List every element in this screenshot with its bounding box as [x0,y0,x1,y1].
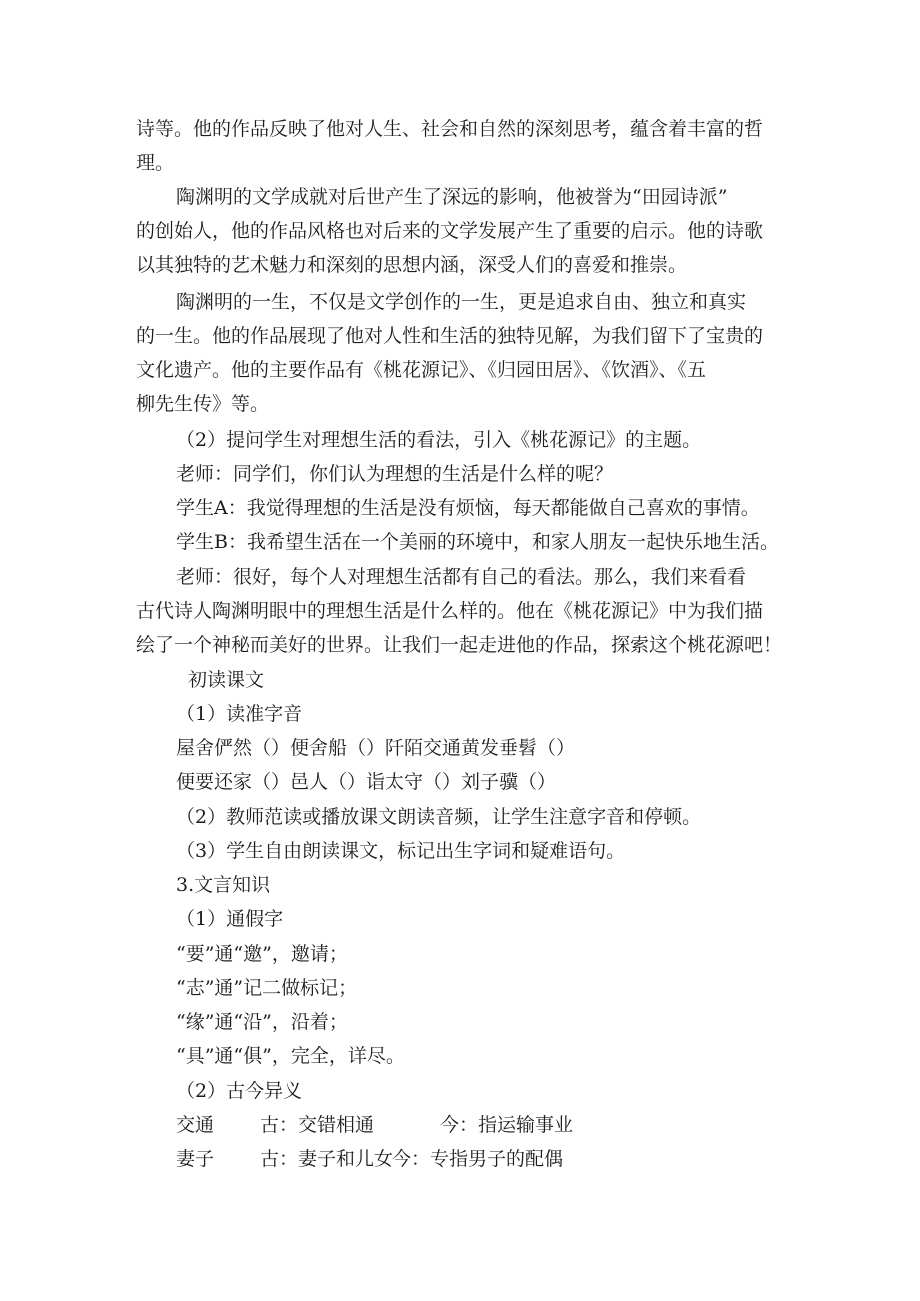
yiyi-modern: 今：指运输事业 [440,1114,574,1136]
section-heading: 3.文言知识 [176,874,271,896]
intro-line: 理。 [136,152,175,174]
pronunciation-line: 便要还家（）邑人（）诣太守（）刘子骥（） [176,771,557,793]
step-1-heading: （1）读准字音 [176,703,303,725]
yiyi-word: 妻子 [176,1148,215,1170]
intro-line: 诗等。他的作品反映了他对人生、社会和自然的深刻思考，蕴含着丰富的哲 [136,118,764,140]
influence-line: 的创始人，他的作品风格也对后来的文学发展产生了重要的启示。他的诗歌 [136,220,764,242]
section-heading: 初读课文 [188,669,265,691]
influence-line: 以其独特的艺术魅力和深刻的思想内涵，深受人们的喜爱和推崇。 [136,254,688,276]
sub-heading: （1）通假字 [176,908,284,930]
yiyi-modern: 今：专指男子的配偶 [392,1148,564,1170]
sub-heading: （2）古今异义 [176,1080,303,1102]
teacher-reply-line: 绘了一个神秘而美好的世界。让我们一起走进他的作品，探索这个桃花源吧！ [136,634,783,656]
yiyi-word: 交通 [176,1114,215,1136]
step-2-line: （2）教师范读或播放课文朗读音频，让学生注意字音和停顿。 [176,806,702,828]
yiyi-ancient: 古：妻子和儿女 [260,1148,394,1170]
influence-line: 陶渊明的文学成就对后世产生了深远的影响，他被誉为“田园诗派” [176,186,728,208]
tongjia-item: “缘”通“沿”，沿着； [176,1011,348,1033]
student-b-line: 学生B：我希望生活在一个美丽的环境中，和家人朋友一起快乐地生活。 [176,531,779,553]
life-line: 柳先生传》等。 [136,393,270,415]
tongjia-item: “要”通“邀”，邀请； [176,943,348,965]
step-2-question: （2）提问学生对理想生活的看法，引入《桃花源记》的主题。 [176,429,702,451]
life-line: 陶渊明的一生，不仅是文学创作的一生，更是追求自由、独立和真实 [176,291,747,313]
teacher-reply-line: 古代诗人陶渊明眼中的理想生活是什么样的。他在《桃花源记》中为我们描 [136,600,764,622]
life-line: 的一生。他的作品展现了他对人性和生活的独特见解，为我们留下了宝贵的 [136,325,764,347]
tongjia-item: “具”通“俱”，完全，详尽。 [176,1045,405,1067]
teacher-reply-line: 老师：很好，每个人对理想生活都有自己的看法。那么，我们来看看 [176,566,747,588]
tongjia-item: “志”通”记二做标记； [176,977,358,999]
yiyi-ancient: 古：交错相通 [260,1114,375,1136]
step-3-line: （3）学生自由朗读课文，标记出生字词和疑难语句。 [176,840,626,862]
life-line: 文化遗产。他的主要作品有《桃花源记》、《归园田居》、《饮酒》、《五 [136,359,707,381]
teacher-line: 老师：同学们，你们认为理想的生活是什么样的呢？ [176,463,614,485]
student-a-line: 学生A：我觉得理想的生活是没有烦恼，每天都能做自己喜欢的事情。 [176,497,760,519]
pronunciation-line: 屋舍俨然（）便舍船（）阡陌交通黄发垂髫（） [176,737,576,759]
